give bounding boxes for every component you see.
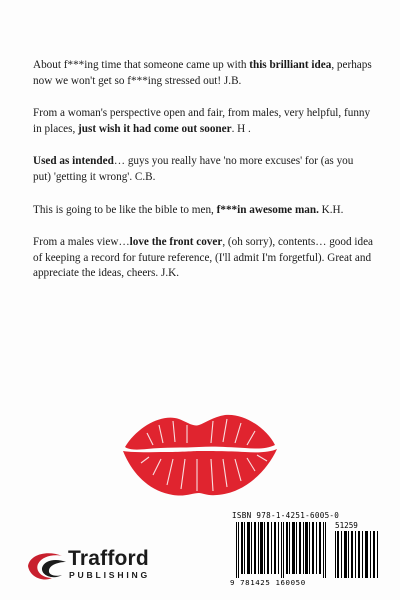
quote-text: From a males view… <box>33 236 130 249</box>
testimonial-quote <box>33 154 373 185</box>
barcode-addon-bars <box>335 531 380 578</box>
quote-text: . H . <box>231 122 251 135</box>
testimonial-quote <box>33 106 373 137</box>
price-code: 51259 <box>335 521 358 530</box>
quote-text: About f***ing time that someone came up with <box>33 59 250 71</box>
testimonials <box>33 58 373 299</box>
testimonial-quote <box>33 235 373 282</box>
barcode-bars <box>236 522 328 578</box>
barcode-digits: 9 781425 160050 <box>230 578 306 587</box>
publisher-subtitle: PUBLISHING <box>69 570 150 580</box>
quote-text: This is going to be like the bible to men, <box>33 203 217 216</box>
quote-emphasis: this brilliant idea <box>249 59 332 71</box>
testimonial-quote <box>33 58 373 89</box>
testimonial-quote <box>33 203 373 219</box>
quote-emphasis: f***in awesome man. <box>216 203 319 216</box>
quote-text: … guys you really have 'no more excuses' for (as you put) 'getting it wrong'. C.B. <box>33 155 354 183</box>
quote-text: , (oh sorry), contents… good idea of keeping a record for future reference, (I'll admit I'm forgetful). Great and appreciate the ideas, cheers. J.K. <box>33 236 374 280</box>
publisher-name: Trafford <box>68 547 149 570</box>
quote-text: K.H. <box>318 203 344 216</box>
quote-text: , perhaps now we won't get so f***ing stressed out! J.B. <box>33 59 372 87</box>
lipstick-kiss-icon <box>117 405 282 500</box>
quote-text: From a woman's perspective open and fair, from males, very helpful, funny in places, <box>33 107 371 135</box>
quote-emphasis: Used as intended <box>33 155 114 168</box>
quote-emphasis: love the front cover <box>129 236 223 249</box>
quote-emphasis: just wish it had come out sooner <box>78 122 232 135</box>
isbn-label: ISBN 978-1-4251-6005-0 <box>232 511 340 520</box>
